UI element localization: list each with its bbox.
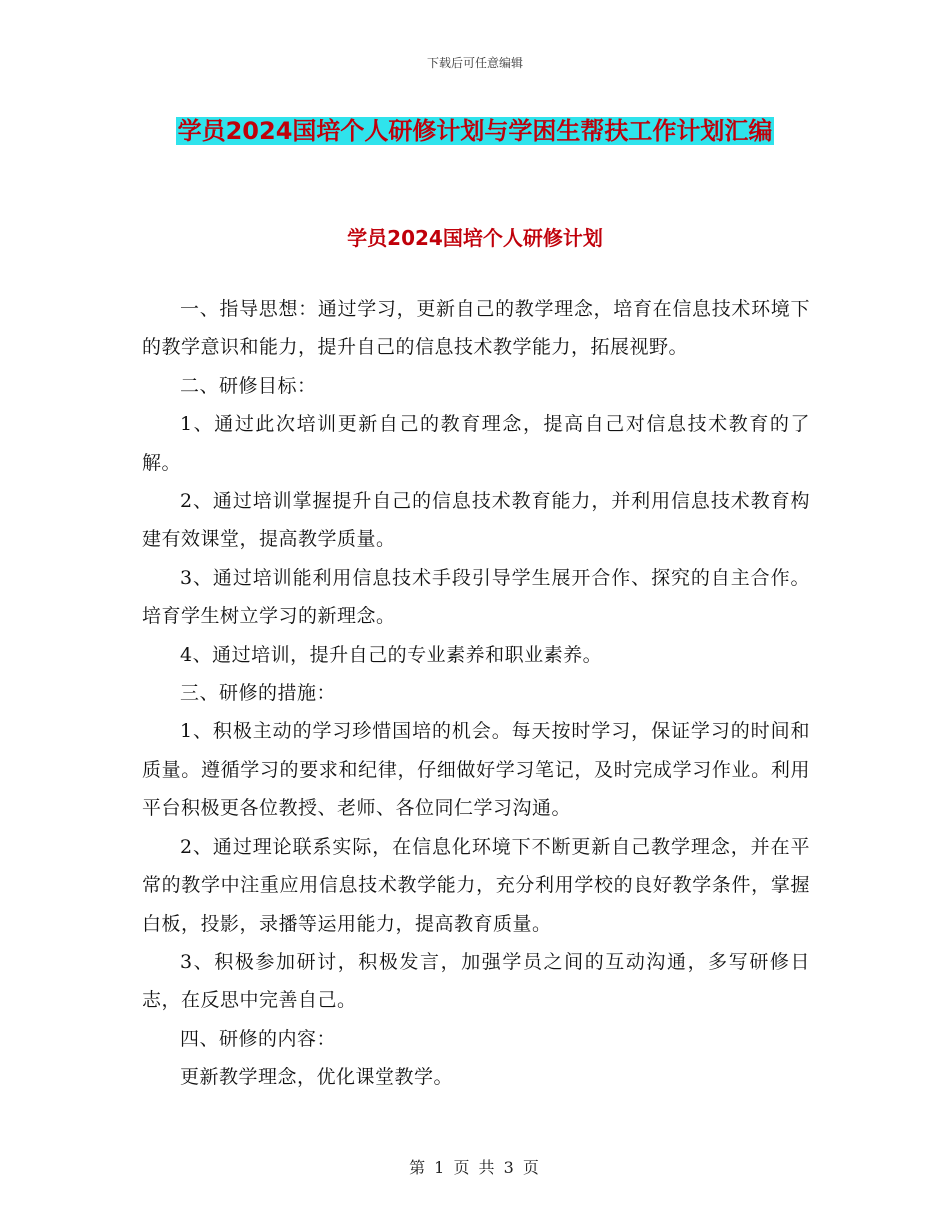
page-number-footer: 第 1 页 共 3 页: [409, 1158, 541, 1177]
paragraph: 三、研修的措施：: [180, 682, 337, 705]
paragraph: 二、研修目标：: [180, 374, 317, 397]
paragraph: 更新教学理念，优化课堂教学。: [180, 1066, 454, 1089]
paragraph: 2、通过理论联系实际，在信息化环境下不断更新自己教学理念，并在平常的教学中注重应用信息技术教学能力，充分利用学校的良好教学条件，掌握白板，投影，录播等运用能力，提高教育质量。: [142, 835, 810, 935]
title-highlight: 学员2024国培个人研修计划与学困生帮扶工作计划汇编: [177, 117, 773, 145]
header-note: 下载后可任意编辑: [426, 56, 523, 70]
paragraph: 四、研修的内容：: [180, 1027, 337, 1050]
paragraph: 3、通过培训能利用信息技术手段引导学生展开合作、探究的自主合作。培育学生树立学习的新理念。: [142, 566, 810, 628]
paragraph: 2、通过培训掌握提升自己的信息技术教育能力，并利用信息技术教育构建有效课堂，提高教学质量。: [142, 490, 810, 551]
paragraph: 3、积极参加研讨，积极发言，加强学员之间的互动沟通，多写研修日志，在反思中完善自己。: [142, 950, 810, 1012]
paragraph: 1、积极主动的学习珍惜国培的机会。每天按时学习，保证学习的时间和质量。遵循学习的要求和纪律，仔细做好学习笔记，及时完成学习作业。利用平台积极更各位教授、老师、各位同仁学习沟通。: [142, 720, 810, 820]
section-title: 学员2024国培个人研修计划: [347, 226, 603, 250]
document-body: [142, 290, 810, 1097]
paragraph: 4、通过培训，提升自己的专业素养和职业素养。: [180, 643, 603, 666]
document-main-title: [140, 108, 810, 154]
paragraph: 一、指导思想：通过学习，更新自己的教学理念，培育在信息技术环境下的教学意识和能力，提升自己的信息技术教学能力，拓展视野。: [142, 298, 810, 359]
paragraph: 1、通过此次培训更新自己的教育理念，提高自己对信息技术教育的了解。: [142, 413, 810, 474]
